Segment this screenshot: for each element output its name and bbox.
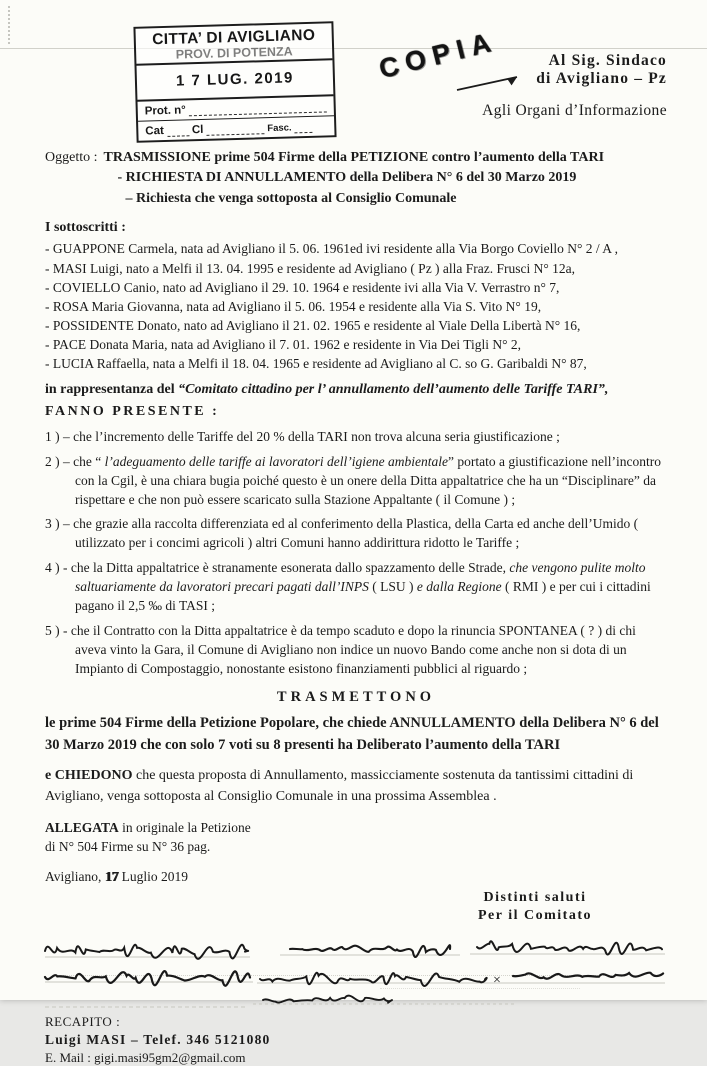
stamp-fasc-label: Fasc.	[267, 122, 292, 135]
transmit-paragraph: le prime 504 Firme della Petizione Popolare, che chiede ANNULLAMENTO della Delibera N° 6 del 30 Marzo 2019 che con solo 7 voti su 8 presenti ha Deliberato l’aumento della TARI	[45, 714, 659, 753]
stamp-cl-blank	[206, 124, 264, 136]
point-text: - che il Contratto con la Ditta appaltatrice è da tempo scaduto e dopo la rinuncia SPONTANEA ( ? ) di chi aveva vinto la Gara, il Comune di Avigliano non indice un nuovo Bando come anche non si dota di un Impianto di Compostaggio, nonostante esistono finanziamenti pubblici al riguardo ;	[63, 622, 636, 676]
scan-artifact-line	[0, 48, 707, 49]
closing-line-1: Distinti saluti	[483, 889, 587, 905]
subject-line-2: - RICHIESTA DI ANNULLAMENTO della Delibera N° 6 del 30 Marzo 2019	[117, 170, 577, 186]
attachment-text: in originale la Petizione	[118, 820, 251, 836]
recipient-line-3: Agli Organi d’Informazione	[482, 102, 667, 119]
point-number: 1 )	[45, 428, 60, 444]
stamp-cat-blank	[167, 126, 189, 137]
signatory-item: - POSSIDENTE Donato, nato ad Avigliano il 21. 02. 1965 e residente al Viale Della Libertà N° 16,	[45, 316, 667, 335]
closing-block	[435, 889, 635, 925]
signatories-heading: I sottoscritti :	[45, 219, 126, 235]
stamp-protocol-blank	[189, 102, 327, 116]
point-text: – che l’incremento delle Tariffe del 20 % della TARI non trova alcuna seria giustificazione ;	[63, 428, 560, 444]
dateline-rest: Luglio 2019	[118, 868, 188, 884]
recipient-block	[482, 52, 667, 120]
subject-block	[45, 148, 667, 209]
stamp-city: CITTA’ DI AVIGLIANO	[151, 26, 316, 49]
letter-body	[45, 148, 667, 1066]
contact-heading: RECAPITO :	[45, 1014, 121, 1030]
dateline-place: Avigliano,	[45, 868, 105, 884]
request-paragraph	[45, 765, 667, 807]
subject-label: Oggetto :	[45, 150, 98, 165]
point-number: 4 )	[45, 560, 60, 576]
representation-line	[45, 380, 667, 400]
point-2	[45, 453, 667, 510]
contact-phone: Luigi MASI – Telef. 346 5121080	[45, 1031, 271, 1047]
recipient-line-1: Al Sig. Sindaco	[548, 52, 667, 69]
closing-line-2: Per il Comitato	[478, 907, 592, 923]
point-text: – che grazie alla raccolta differenziata ed al conferimento della Plastica, della Carta ed anche dell’Umido ( utilizzato per i concimi agricoli ) altri Comuni hanno addirittura ridotto le Tariffe ;	[63, 516, 639, 551]
stamp-cat-label: Cat	[145, 125, 165, 138]
subject-line-1: TRASMISSIONE prime 504 Firme della PETIZIONE contro l’aumento della TARI	[103, 150, 605, 165]
trasmettono-heading: TRASMETTONO	[276, 688, 436, 705]
signatures-svg	[45, 927, 667, 1013]
signatory-item: - ROSA Maria Giovanna, nata ad Avigliano il 5. 06. 1954 e residente alla Via S. Vito N° 19,	[45, 297, 667, 316]
attachment-note	[45, 819, 667, 855]
signature-area	[45, 927, 667, 1013]
point-5	[45, 622, 667, 679]
scan-artifact-tick	[8, 6, 10, 44]
stamp-category-row	[138, 116, 334, 140]
contact-block	[45, 1013, 667, 1066]
representation-prefix: in rappresentanza del	[45, 381, 179, 397]
registry-stamp	[133, 21, 336, 143]
point-text: - che la Ditta appaltatrice è stranamente esonerata dallo spazzamento delle Strade, che vengono pulite molto saltuariamente da lavoratori precari pagati dall’INPS ( LSU ) e dalla Regione ( RMI ) e per cui i cittadini pagano il 2,5 ‰ di TASI ;	[63, 560, 651, 614]
stamp-fasc-blank	[295, 123, 313, 133]
dateline-day-handwritten: 17	[104, 868, 119, 884]
signatory-item: - LUCIA Raffaella, nata a Melfi il 18. 04. 1965 e residente ad Avigliano al C. so G. Garibaldi N° 87,	[45, 354, 667, 373]
chiedono-bold: e CHIEDONO	[45, 768, 133, 784]
contact-email: E. Mail : gigi.masi95gm2@gmail.com	[45, 1049, 246, 1065]
copia-stamp: COPIA	[376, 25, 501, 85]
signature-canio-coviello	[477, 941, 662, 954]
point-number: 5 )	[45, 622, 60, 638]
signatory-item: - PACE Donata Maria, nata ad Avigliano il 7. 01. 1962 e residente in Via Dei Tigli N° 2,	[45, 335, 667, 354]
point-number: 3 )	[45, 516, 60, 532]
stamp-date: 1 7 LUG. 2019	[137, 60, 334, 101]
stamp-cl-label: Cl	[191, 123, 204, 137]
point-1	[45, 428, 667, 447]
signature-possidente-donato	[45, 971, 250, 986]
signature-lucia-raffaella	[263, 996, 392, 1003]
fanno-presente-heading: FANNO PRESENTE :	[45, 404, 220, 420]
subject-line-3: – Richiesta che venga sottoposta al Consiglio Comunale	[125, 190, 457, 206]
point-3	[45, 515, 667, 553]
signatory-item: - COVIELLO Canio, nato ad Avigliano il 29. 10. 1964 e residente ivi alla Via V. Verrastro n° 7,	[45, 278, 667, 297]
signatories-list	[45, 239, 667, 372]
signature-pace-donata-maria	[513, 973, 663, 979]
attachment-line-2: di N° 504 Firme su N° 36 pag.	[45, 838, 211, 854]
request-text: che questa proposta di Annullamento, massicciamente sostenuta da tantissimi cittadini di Avigliano, venga sottoposta al Consiglio Comunale in una prossima Assemblea .	[45, 768, 634, 805]
signatory-item: - GUAPPONE Carmela, nata ad Avigliano il 5. 06. 1961ed ivi residente alla Via Borgo Coviello N° 2 / A ,	[45, 239, 667, 258]
point-4	[45, 559, 667, 616]
signatory-item: - MASI Luigi, nato a Melfi il 13. 04. 1995 e residente ad Avigliano ( Pz ) alla Fraz. Frusci N° 12a,	[45, 259, 667, 278]
dateline	[45, 868, 667, 887]
stamp-province: PROV. DI POTENZA	[175, 44, 293, 62]
witness-x-mark: ×	[493, 973, 501, 989]
point-number: 2 )	[45, 453, 60, 469]
stamp-protocol-label: Prot. n°	[144, 104, 186, 118]
signature-rosa-maria-giovanna	[260, 973, 487, 986]
point-text: – che “ l’adeguamento delle tariffe ai lavoratori dell’igiene ambientale” portato a giustificazione nell’incontro con la Cgil, è una chiara bugia poiché questo è un onere della Ditta appaltatrice che ha un “Disciplinare” da rispettare e che non può essere scaricato sulla Stazione Appaltante ( il Comune ) ;	[63, 453, 661, 507]
allegata-bold: ALLEGATA	[45, 820, 119, 836]
committee-name: “Comitato cittadino per l’ annullamento dell’aumento delle Tariffe TARI”,	[178, 381, 609, 397]
subject-lines	[104, 148, 605, 209]
stamp-header	[135, 23, 332, 65]
recipient-line-2: di Avigliano – Pz	[536, 70, 667, 87]
